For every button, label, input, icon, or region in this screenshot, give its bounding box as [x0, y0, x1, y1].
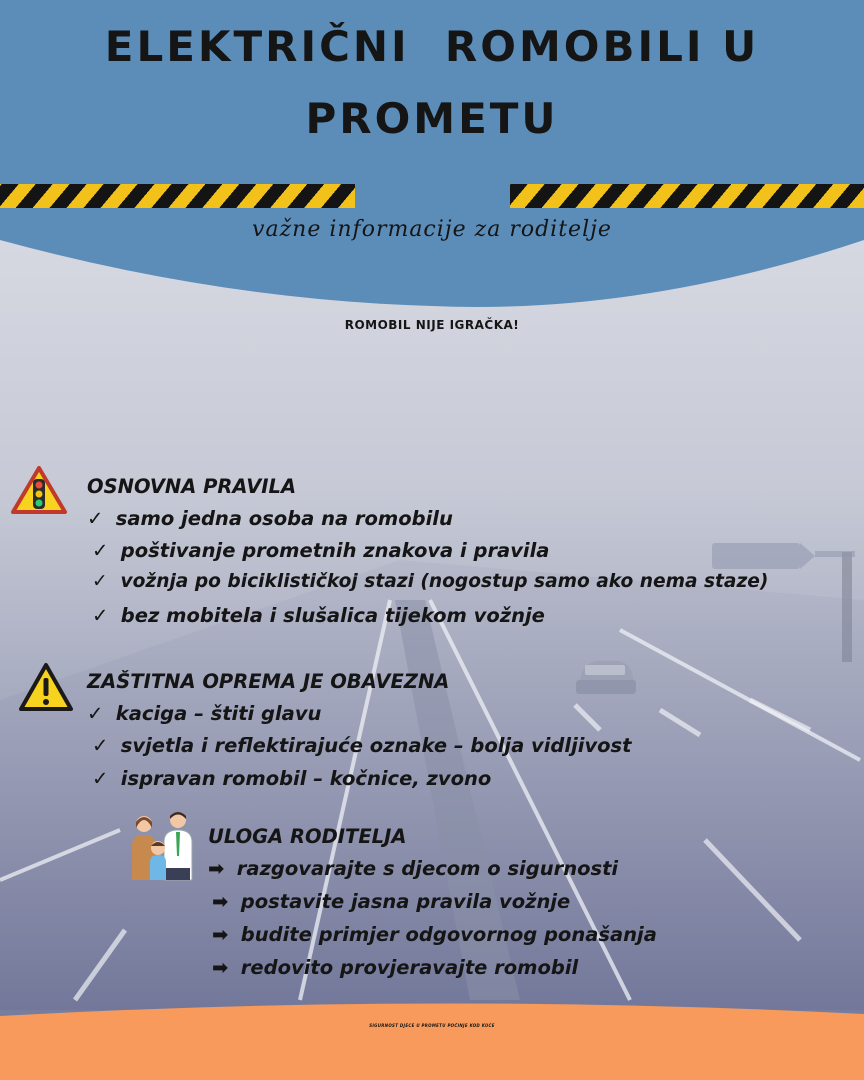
check-icon: ✓ [92, 539, 109, 562]
arrow-right-icon: ➡ [212, 956, 229, 979]
subtitle: važne informacije za roditelje [252, 217, 612, 242]
hazard-stripe-left [0, 184, 355, 208]
check-icon: ✓ [92, 571, 108, 592]
warning-sign-icon [18, 662, 74, 712]
check-icon: ✓ [92, 767, 109, 790]
parent-role-item: ➡ redovito provjeravajte romobil [212, 956, 579, 979]
check-icon: ✓ [87, 507, 104, 530]
title-line-1: ELEKTRIČNI ROMOBILI U [104, 22, 760, 71]
arrow-right-icon: ➡ [212, 923, 229, 946]
protective-gear-title: ZAŠTITNA OPREMA JE OBAVEZNA [87, 670, 450, 693]
check-icon: ✓ [92, 604, 109, 627]
family-icon [126, 810, 198, 882]
basic-rule-item: ✓ poštivanje prometnih znakova i pravila [92, 539, 550, 562]
parent-role-item: ➡ postavite jasna pravila vožnje [212, 890, 571, 913]
check-icon: ✓ [92, 734, 109, 757]
parent-role-item: ➡ budite primjer odgovornog ponašanja [212, 923, 657, 946]
parent-role-item: ➡ razgovarajte s djecom o sigurnosti [208, 857, 619, 880]
headline: ROMOBIL NIJE IGRAČKA! [344, 318, 520, 332]
traffic-light-sign-icon [10, 465, 68, 515]
basic-rule-item: ✓ bez mobitela i slušalica tijekom vožnje [92, 604, 545, 627]
title-line-2: PROMETU [305, 94, 559, 143]
protective-gear-item: ✓ ispravan romobil – kočnice, zvono [92, 767, 492, 790]
basic-rule-item: ✓ samo jedna osoba na romobilu [87, 507, 453, 530]
arrow-right-icon: ➡ [208, 857, 225, 880]
basic-rule-item: ✓ vožnja po biciklističkoj stazi (nogostup samo ako nema staze) [92, 571, 769, 592]
check-icon: ✓ [87, 702, 104, 725]
footer-slogan: SIGURNOST DJECE U PROMETU POČINJE KOD KUĆE [369, 1023, 495, 1028]
arrow-right-icon: ➡ [212, 890, 229, 913]
protective-gear-item: ✓ svjetla i reflektirajuće oznake – bolja vidljivost [92, 734, 632, 757]
hazard-stripe-right [510, 184, 864, 208]
basic-rules-title: OSNOVNA PRAVILA [87, 475, 297, 498]
parent-role-title: ULOGA RODITELJA [208, 825, 407, 848]
protective-gear-item: ✓ kaciga – štiti glavu [87, 702, 322, 725]
